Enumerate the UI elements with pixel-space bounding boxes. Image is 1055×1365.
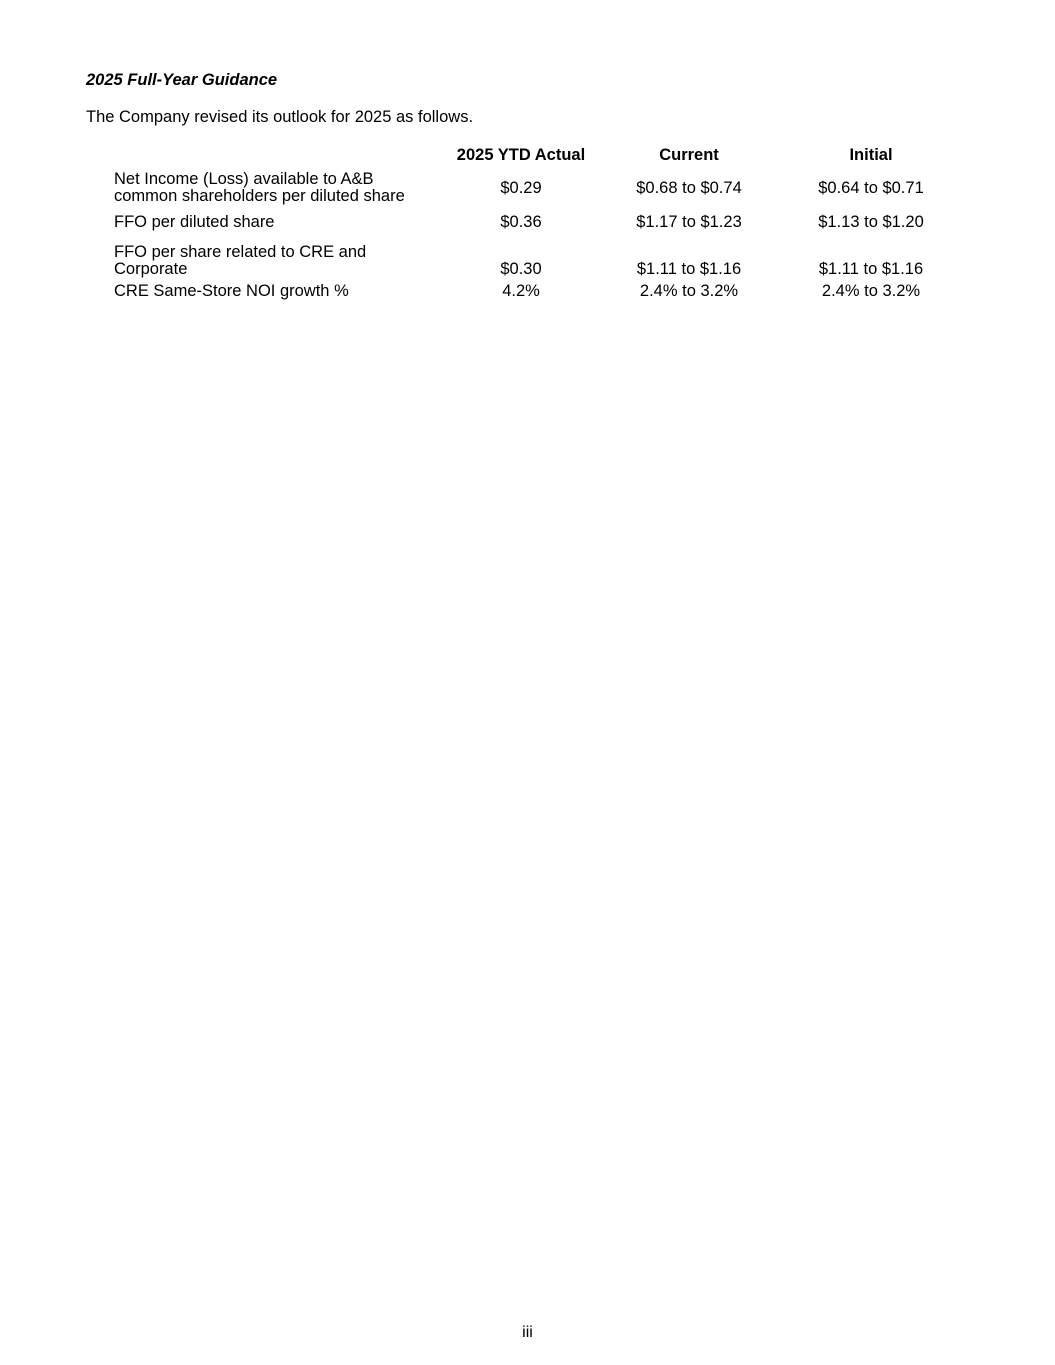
current-cell: 2.4% to 3.2% <box>639 281 739 300</box>
ytd-actual-cell: 4.2% <box>502 281 540 300</box>
section-title: 2025 Full-Year Guidance <box>86 71 278 89</box>
table-row <box>106 168 977 208</box>
table-row <box>106 236 977 278</box>
current-cell: $1.17 to $1.23 <box>636 212 742 231</box>
header-current: Current <box>659 145 719 164</box>
metric-cell <box>106 168 429 208</box>
initial-cell: $1.11 to $1.16 <box>818 260 924 278</box>
intro-paragraph: The Company revised its outlook for 2025 as follows. <box>86 108 474 126</box>
metric-cell <box>106 278 429 304</box>
metric-cell <box>106 236 429 278</box>
guidance-table <box>106 142 977 304</box>
initial-cell: 2.4% to 3.2% <box>821 281 921 300</box>
metric-label-line1: CRE Same-Store NOI growth % <box>114 281 349 300</box>
table-header-row <box>106 142 977 168</box>
metric-label-line2: Corporate <box>114 260 188 278</box>
header-ytd-actual: 2025 YTD Actual <box>456 145 586 164</box>
page-number: iii <box>522 1324 533 1341</box>
ytd-actual-cell: $0.30 <box>500 260 542 278</box>
ytd-actual-cell: $0.29 <box>500 178 542 197</box>
metric-label-line1: FFO per diluted share <box>114 212 275 231</box>
metric-cell <box>106 208 429 236</box>
metric-label-line2: common shareholders per diluted share <box>114 187 405 205</box>
table-row <box>106 278 977 304</box>
header-metric <box>106 142 429 168</box>
current-cell: $0.68 to $0.74 <box>636 178 742 197</box>
ytd-actual-cell: $0.36 <box>500 212 542 231</box>
header-initial: Initial <box>849 145 893 164</box>
initial-cell: $1.13 to $1.20 <box>818 212 924 231</box>
current-cell: $1.11 to $1.16 <box>636 260 742 278</box>
metric-label-line1: Net Income (Loss) available to A&B <box>114 170 374 188</box>
table-row <box>106 208 977 236</box>
metric-label-line1: FFO per share related to CRE and <box>114 243 367 261</box>
initial-cell: $0.64 to $0.71 <box>818 178 924 197</box>
